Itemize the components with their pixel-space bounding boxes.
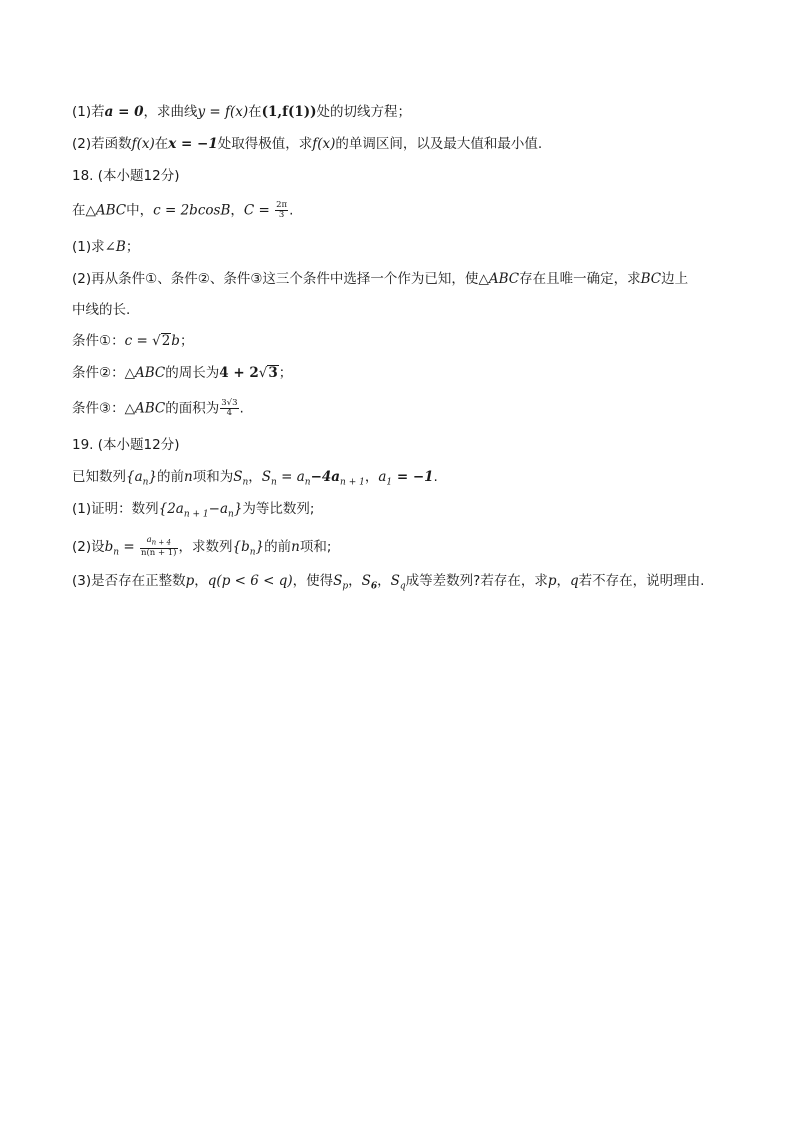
subscript: p <box>342 581 349 592</box>
text: 的单调区间，以及最大值和最小值. <box>335 136 543 152</box>
q19-intro <box>72 468 438 492</box>
text: 项和为 <box>192 469 234 485</box>
text: . <box>289 202 294 219</box>
math: q <box>570 573 579 589</box>
text: a <box>146 535 152 545</box>
math <box>378 469 434 488</box>
text: . <box>239 400 244 417</box>
fraction <box>275 201 288 220</box>
subscript: n <box>249 547 256 558</box>
math: x = −1 <box>168 136 218 152</box>
q19-part1 <box>72 500 314 524</box>
math <box>158 501 243 520</box>
numerator: 2π <box>276 200 288 210</box>
subscript: n + 1 <box>340 477 365 488</box>
q19-part2 <box>72 536 331 562</box>
denominator: 3 <box>278 210 285 220</box>
q17-part2 <box>72 135 542 153</box>
math: △ABC <box>478 271 520 287</box>
fraction <box>140 536 178 558</box>
math: f(x) <box>312 136 336 152</box>
subscript: n <box>242 477 249 488</box>
text: 条件①： <box>72 333 125 349</box>
text: 的面积为 <box>165 400 220 417</box>
text: −4a <box>310 469 341 485</box>
text: (1)若 <box>72 104 105 120</box>
text: 处取得极值，求 <box>217 136 313 152</box>
math: q(p < 6 < q) <box>207 573 293 589</box>
subscript: n <box>113 547 120 558</box>
text: (2)若函数 <box>72 136 132 152</box>
text: . <box>433 469 438 485</box>
text: 处的切线方程； <box>316 104 411 120</box>
subscript: n <box>271 477 277 488</box>
math: △ABC <box>85 202 127 219</box>
math <box>333 573 349 592</box>
text: } <box>255 538 265 555</box>
text: 的前 <box>157 469 185 485</box>
math: 4 + 2 <box>219 365 259 381</box>
sqrt-symbol: √ <box>258 365 268 381</box>
text: ，求数列 <box>178 538 233 555</box>
q18-header: 18. (本小题12分) <box>72 168 180 184</box>
text: (2)设 <box>72 538 105 555</box>
math <box>390 573 406 592</box>
text: 条件③： <box>72 400 125 417</box>
text: a <box>378 469 387 485</box>
text: S <box>361 573 371 589</box>
denominator: 4 <box>226 408 233 418</box>
q19-part3 <box>72 572 704 596</box>
math: (1,f(1)) <box>261 104 317 120</box>
math <box>261 469 365 488</box>
math: a = 0 <box>104 104 144 120</box>
text: 在 <box>154 136 169 152</box>
subscript: 1 <box>386 477 393 488</box>
text: 存在且唯一确定，求 <box>519 271 641 287</box>
math: c = <box>124 333 148 349</box>
math: C = <box>243 202 270 219</box>
subscript: q <box>399 581 406 592</box>
math: 2 <box>161 333 171 349</box>
text: S <box>261 469 272 485</box>
q17-part1 <box>72 103 411 121</box>
text: 成等差数列?若存在，求 <box>405 573 548 589</box>
subscript: 6 <box>370 581 378 592</box>
text: 边上 <box>661 271 689 287</box>
math: c = 2bcosB <box>153 202 231 219</box>
subscript: n <box>228 509 234 520</box>
math <box>233 469 249 488</box>
text: (1)证明：数列 <box>72 501 159 517</box>
text: = −1 <box>392 469 434 485</box>
math: △ABC <box>124 400 166 417</box>
text: 条件②： <box>72 365 125 381</box>
text: b <box>104 538 114 555</box>
text: 为等比数列; <box>242 501 315 517</box>
sqrt-symbol: √ <box>226 398 233 408</box>
text: ， <box>364 469 379 485</box>
text: ， <box>556 573 570 589</box>
text: ； <box>278 365 293 381</box>
text: ，求曲线 <box>143 104 198 120</box>
math: 3 <box>268 365 278 381</box>
text: ， <box>194 573 208 589</box>
text: 的前 <box>264 538 292 555</box>
text: ， <box>377 573 391 589</box>
text: ，使得 <box>292 573 334 589</box>
fraction <box>220 399 238 418</box>
math: ∠B <box>104 239 126 255</box>
math: △ABC <box>124 365 166 381</box>
denominator: n(n + 1) <box>140 547 177 558</box>
math <box>104 538 135 558</box>
math <box>361 573 378 592</box>
text: ； <box>179 333 194 349</box>
q18-condition-3 <box>72 399 244 418</box>
text: 中， <box>126 202 154 219</box>
text: 的周长为 <box>165 365 220 381</box>
text: = <box>119 538 135 555</box>
text: = a <box>276 469 305 485</box>
text: ， <box>230 202 244 219</box>
text: 项和; <box>299 538 332 555</box>
text: S <box>333 573 343 589</box>
text: ， <box>348 573 362 589</box>
subscript: n <box>142 477 149 488</box>
math: y = f(x) <box>197 104 249 120</box>
subscript: n + 4 <box>151 538 171 547</box>
text: 在 <box>248 104 262 120</box>
text: S <box>390 573 400 589</box>
text: {b <box>232 538 250 555</box>
q18-part2-line2: 中线的长. <box>72 302 131 318</box>
text: −a <box>208 501 229 517</box>
math: f(x) <box>131 136 155 152</box>
math: BC <box>640 271 662 287</box>
text: S <box>233 469 243 485</box>
text: } <box>148 469 158 485</box>
math: n <box>184 469 193 485</box>
text: 已知数列 <box>72 469 126 485</box>
text: 若不存在，说明理由. <box>578 573 705 589</box>
text: {a <box>126 469 143 485</box>
q18-condition-1 <box>72 332 193 350</box>
text: (1)求 <box>72 239 105 255</box>
q19-header: 19. (本小题12分) <box>72 437 180 453</box>
text: ， <box>248 469 262 485</box>
q18-condition-2 <box>72 364 292 382</box>
text: 3 <box>232 398 238 408</box>
text: (3)是否存在正整数 <box>72 573 186 589</box>
q18-part1 <box>72 238 139 256</box>
text: } <box>233 501 243 517</box>
math <box>232 538 265 558</box>
q18-part2-line1 <box>72 270 688 288</box>
subscript: n <box>304 477 311 488</box>
subscript: n + 1 <box>183 509 209 520</box>
sqrt-symbol: √ <box>152 333 161 349</box>
text: {2a <box>158 501 184 517</box>
text: ； <box>125 239 140 255</box>
math: n <box>291 538 300 555</box>
text: 3 <box>221 398 227 408</box>
numerator <box>140 536 178 549</box>
math: p <box>185 573 195 589</box>
text: 在 <box>72 202 86 219</box>
math: b <box>171 333 180 349</box>
math: p <box>547 573 557 589</box>
q18-intro <box>72 201 293 220</box>
text: (2)再从条件①、条件②、条件③这三个条件中选择一个作为已知，使 <box>72 271 479 287</box>
math <box>126 469 158 488</box>
